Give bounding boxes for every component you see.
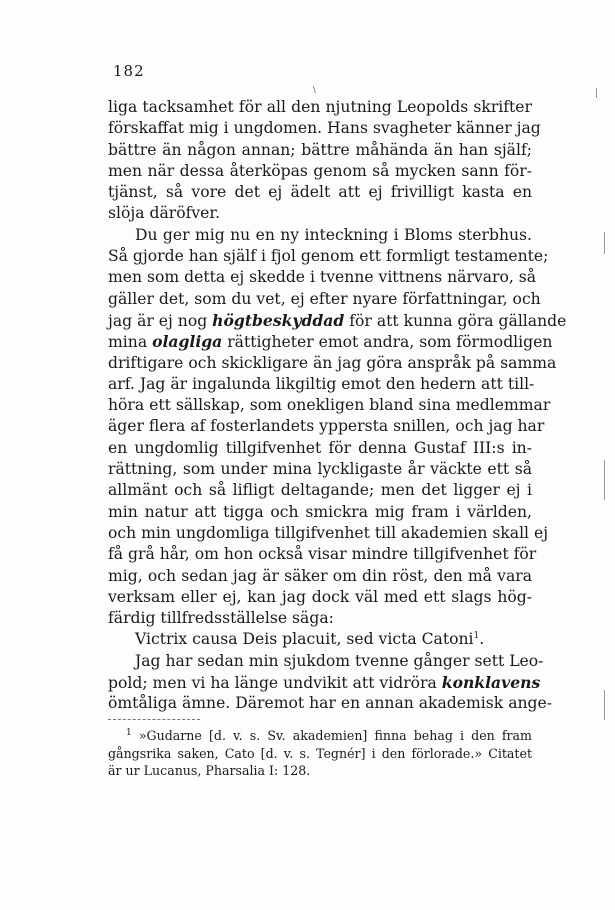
footnote-line: gångsrika saken, Cato [d. v. s. Tegnér] i den förlorade.» Citatet [108,745,532,761]
text-line-with-emphasis [108,672,541,693]
quotation-text: Victrix causa Deis placuit, sed victa Catoni [135,630,474,649]
margin-rule [596,88,597,98]
text-line: höra ett sällskap, som onekligen bland sina medlemmar [108,396,551,415]
footnote-marker: 1 [126,727,132,738]
text-line-with-emphasis [108,331,553,352]
text-segment: mina [108,333,153,352]
text-segment: rättigheter emot andra, som förmodligen [222,333,553,352]
text-line: driftigare och skickligare än jag göra anspråk på samma [108,353,557,372]
text-line: rättning, som under mina lyckligaste år väckte ett så [108,460,532,479]
body-text [108,97,567,715]
text-line: men som detta ej skedde i tvenne vittnens närvaro, så [108,268,537,287]
text-line: Så gjorde han själf i fjol genom ett formligt testamente; [108,247,549,266]
text-line: verksam eller ej, kan jag dock väl med ett slags hög- [108,587,532,606]
text-line: mig, och sedan jag är säker om din röst, den må vara [108,566,532,585]
text-line: allmänt och så lifligt deltagande; men det ligger ej i [108,481,532,500]
page-number: 182 [113,62,145,80]
margin-rule [604,232,605,254]
text-line: arf. Jag är ingalunda likgiltig emot den hedern att till- [108,374,535,393]
emphasized-word: högtbeskyddad [212,310,345,330]
text-segment: för att kunna göra gällande [344,311,567,330]
margin-rule [604,460,605,500]
quotation-period: . [479,630,485,649]
text-line: äger flera af fosterlandets yppersta snillen, och jag har [108,417,545,436]
footnote-text: »Gudarne [d. v. s. Sv. akademien] finna behag i den fram [131,728,532,743]
footnote-reference: 1 [473,631,480,642]
text-segment: pold; men vi ha länge undvikit att vidröra [108,674,442,693]
paragraph-start-line: Jag har sedan min sjukdom tvenne gånger sett Leo- [135,651,544,670]
footnote-line: är ur Lucanus, Pharsalia I: 128. [108,763,311,778]
text-line: liga tacksamhet för all den njutning Leopolds skrifter [108,98,532,116]
text-line: gäller det, som du vet, ej efter nyare författningar, och [108,289,541,308]
text-line: bättre än någon annan; bättre måhända än han själf; [108,140,532,159]
text-line: förskaffat mig i ungdomen. Hans svagheter känner jag [108,119,541,138]
stray-mark: \ [313,85,316,94]
text-line: och min ungdomliga tillgifvenhet till akademien skall ej [108,523,549,542]
text-line: få grå hår, om hon också visar mindre tillgifvenhet för [108,545,537,564]
text-line: min natur att tigga och smickra mig fram i världen, [108,502,532,521]
footnote [108,727,532,780]
text-segment: jag är ej nog [108,311,213,330]
text-line-with-emphasis [108,310,567,331]
emphasized-word: konklavens [441,673,541,693]
latin-quotation [108,629,532,650]
text-line: ömtåliga ämne. Däremot har en annan akademisk ange- [108,694,553,713]
footnote-separator [108,719,200,720]
margin-rule [604,690,605,720]
text-line: men när dessa återköpas genom så mycken sann för- [108,161,532,180]
footnote-line [108,727,532,745]
text-line: en ungdomlig tillgifvenhet för denna Gustaf III:s in- [108,438,532,457]
text-line: slöja däröfver. [108,204,221,223]
text-line: färdig tillfredsställelse säga: [108,609,334,628]
emphasized-word: olagliga [152,332,223,352]
paragraph-start-line: Du ger mig nu en ny inteckning i Bloms sterbhus. [135,225,532,244]
text-line: tjänst, så vore det ej ädelt att ej frivilligt kasta en [108,183,532,202]
